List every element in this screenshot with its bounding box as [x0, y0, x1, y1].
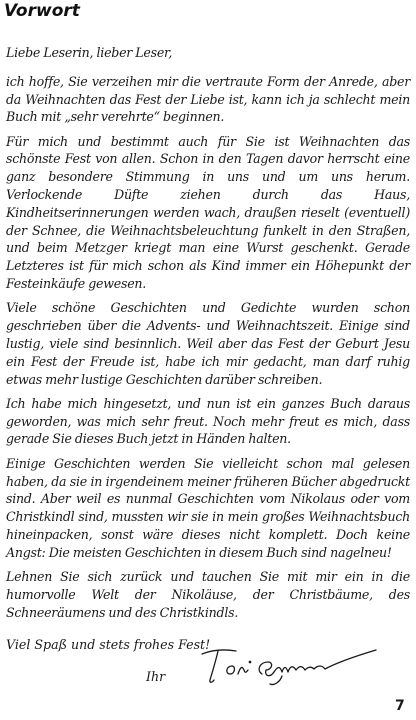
page-heading: Vorwort	[4, 1, 80, 21]
paragraph-5: Einige Geschichten werden Sie vielleicht schon mal gelesen haben, da sie in irgendeinem meiner früheren Bücher abgedruckt sind. Aber weil es nunmal Geschichten vom Nikolaus oder vom Christkindl sind, mussten wir sie in mein großes Weihnachtsbuch hineinpacken, sonst wäre dieses nicht komplett. Doch keine Angst: Die meisten Geschichten in diesem Buch sind nagelneu!	[6, 455, 410, 560]
page-number: 7	[395, 698, 405, 714]
paragraph-2: Für mich und bestimmt auch für Sie ist Weihnachten das schönste Fest von allen. Schon in den Tagen davor herrscht eine ganz besondere Stimmung in uns und um uns herum. Verlockende Düfte ziehen durch das Haus, Kindheitserinnerungen werden wach, draußen rieselt (eventuell) der Schnee, die Weihnachtsbeleuchtung funkelt in den Straßen, und beim Metzger kriegt man eine Wurst geschenkt. Gerade Letzteres ist für mich schon als Kind immer ein Höhepunkt der Festeinkäufe gewesen.	[6, 133, 410, 292]
paragraph-3: Viele schöne Geschichten und Gedichte wurden schon geschrieben über die Advents- und Weihnachtszeit. Einige sind lustig, viele sind besinnlich. Weil aber das Fest der Geburt Jesu ein Fest der Freude ist, habe ich mir gedacht, man darf ruhig etwas mehr lustige Geschichten darüber schreiben.	[6, 300, 410, 387]
ihr-label: Ihr	[146, 669, 166, 684]
paragraph-6: Lehnen Sie sich zurück und tauchen Sie mit mir ein in die humorvolle Welt der Nikoläuse, der Christbäume, des Schneeräumens und des Christkindls.	[6, 569, 410, 620]
paragraph-4: Ich habe mich hingesetzt, und nun ist ein ganzes Buch daraus geworden, was mich sehr freut. Noch mehr freut es mich, dass gerade Sie dieses Buch jetzt in Händen halten.	[6, 395, 410, 447]
salutation: Liebe Leserin, lieber Leser,	[6, 45, 173, 60]
paragraph-1: ich hoffe, Sie verzeihen mir die vertraute Form der Anrede, aber da Weihnachten das Fest der Liebe ist, kann ich ja schlecht mein Buch mit „sehr verehrte“ beginnen.	[6, 73, 410, 125]
handwritten-signature	[198, 640, 388, 688]
preface-text	[6, 44, 410, 628]
closing-line: Viel Spaß und stets frohes Fest!	[6, 637, 211, 652]
